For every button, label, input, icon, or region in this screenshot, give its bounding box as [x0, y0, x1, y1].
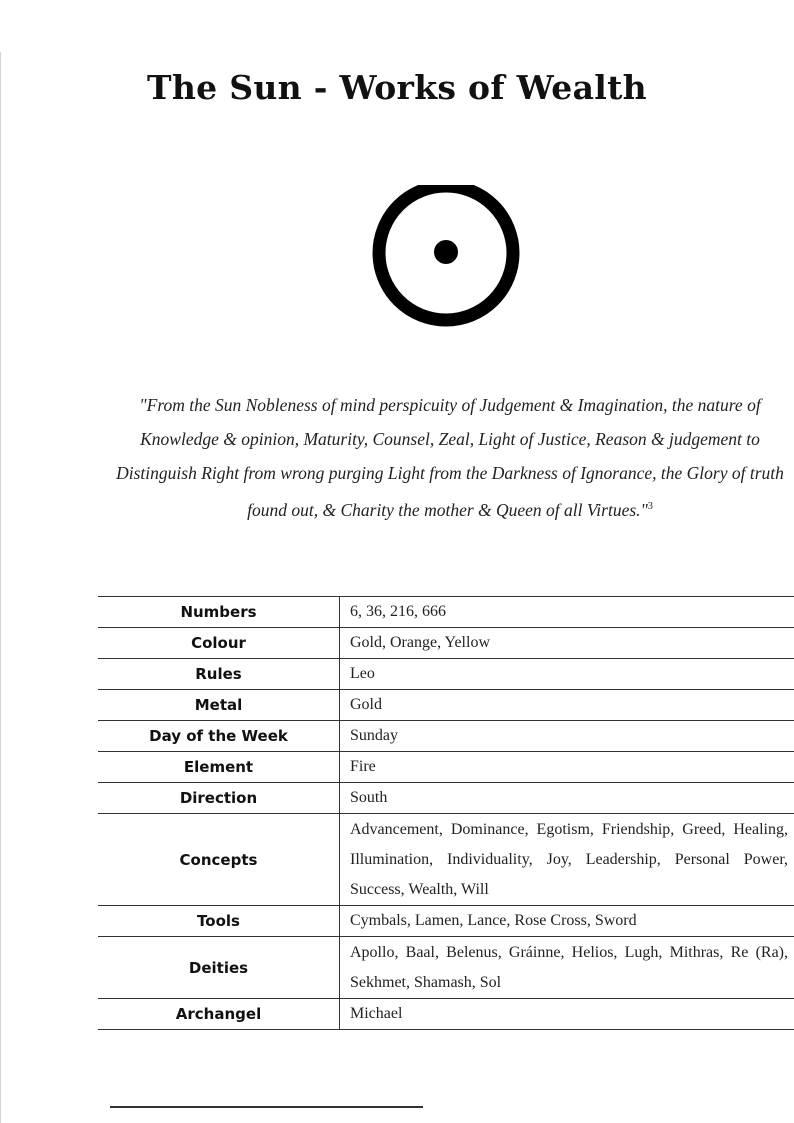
row-label-colour: Colour	[98, 628, 340, 659]
row-label-deities: Deities	[98, 937, 340, 999]
table-row	[98, 628, 794, 659]
row-label-archangel: Archangel	[98, 999, 340, 1030]
row-label-element: Element	[98, 752, 340, 783]
row-label-rules: Rules	[98, 659, 340, 690]
table-row	[98, 659, 794, 690]
row-label-metal: Metal	[98, 690, 340, 721]
row-value-deities: Apollo, Baal, Belenus, Gráinne, Helios, Lugh, Mithras, Re (Ra), Sekhmet, Shamash, Sol	[340, 937, 794, 999]
row-value-direction: South	[340, 783, 794, 814]
page-edge-line	[0, 52, 1, 1123]
table-row	[98, 783, 794, 814]
row-value-tools: Cymbals, Lamen, Lance, Rose Cross, Sword	[340, 906, 794, 937]
table-row	[98, 937, 794, 999]
row-label-tools: Tools	[98, 906, 340, 937]
row-label-concepts: Concepts	[98, 814, 340, 906]
quote-text: "From the Sun Nobleness of mind perspicuity of Judgement & Imagination, the nature of Knowledge & opinion, Maturity, Counsel, Zeal, Light of Justice, Reason & judgement to Distinguish Right from wrong purging Light from the Darkness of Ignorance, the Glory of truth found out, & Charity the mother & Queen of all Virtues."	[116, 395, 784, 520]
table-row	[98, 721, 794, 752]
table-row	[98, 690, 794, 721]
row-value-archangel: Michael	[340, 999, 794, 1030]
footnote-divider	[110, 1106, 423, 1108]
row-value-numbers: 6, 36, 216, 666	[340, 597, 794, 628]
sun-center-dot	[434, 240, 458, 264]
row-value-metal: Gold	[340, 690, 794, 721]
row-label-direction: Direction	[98, 783, 340, 814]
row-value-concepts: Advancement, Dominance, Egotism, Friendship, Greed, Healing, Illumination, Individuality, Joy, Leadership, Personal Power, Success, Wealth, Will	[340, 814, 794, 906]
sun-circumpunct-icon	[362, 185, 532, 335]
table-row	[98, 752, 794, 783]
table-row	[98, 999, 794, 1030]
row-label-numbers: Numbers	[98, 597, 340, 628]
table-row	[98, 906, 794, 937]
row-value-day-of-week: Sunday	[340, 721, 794, 752]
row-label-day-of-week: Day of the Week	[98, 721, 340, 752]
row-value-colour: Gold, Orange, Yellow	[340, 628, 794, 659]
page-title: The Sun - Works of Wealth	[147, 68, 647, 107]
row-value-rules: Leo	[340, 659, 794, 690]
correspondence-table	[98, 596, 794, 1030]
table-row	[98, 597, 794, 628]
footnote-marker: 3	[647, 501, 653, 512]
sun-quote	[110, 388, 790, 527]
row-value-element: Fire	[340, 752, 794, 783]
table-row	[98, 814, 794, 906]
